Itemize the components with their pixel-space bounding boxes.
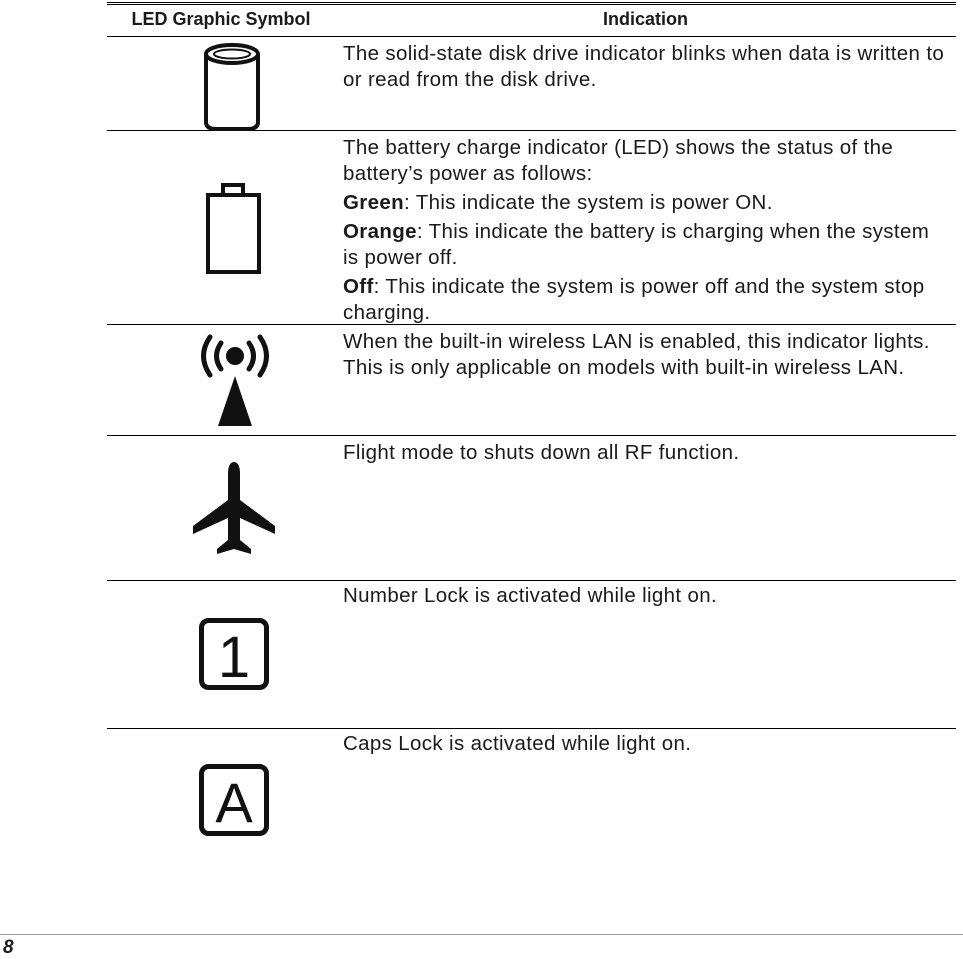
led-indicator-table bbox=[107, 2, 956, 879]
table-row-battery bbox=[107, 131, 956, 325]
indication-cell bbox=[343, 440, 950, 466]
table-row-flight-mode bbox=[107, 436, 956, 581]
header-symbol: LED Graphic Symbol bbox=[131, 9, 311, 29]
flight-mode-text: Flight mode to shuts down all RF function. bbox=[343, 441, 740, 464]
status-text-off: : This indicate the system is power off and the system stop charging. bbox=[343, 275, 925, 324]
battery-status-green bbox=[343, 190, 950, 216]
header-indication: Indication bbox=[603, 9, 688, 29]
battery-status-orange bbox=[343, 219, 950, 271]
disk-drive-text: The solid-state disk drive indicator blinks when data is written to or read from the disk drive. bbox=[343, 42, 945, 91]
caps-lock-icon bbox=[199, 764, 269, 836]
indication-cell bbox=[343, 41, 950, 93]
table-row-caps-lock bbox=[107, 729, 956, 879]
status-text-orange: : This indicate the battery is charging when the system is power off. bbox=[343, 220, 930, 269]
symbol-cell bbox=[107, 131, 361, 324]
indication-cell bbox=[343, 329, 950, 381]
table-row-wireless-lan bbox=[107, 325, 956, 436]
status-label-green: Green bbox=[343, 191, 404, 214]
status-label-orange: Orange bbox=[343, 220, 417, 243]
table-row-disk-drive bbox=[107, 37, 956, 131]
disk-drive-icon bbox=[203, 40, 263, 132]
table-row-number-lock bbox=[107, 581, 956, 729]
number-lock-icon bbox=[199, 618, 269, 690]
indication-cell bbox=[343, 731, 950, 757]
status-label-off: Off bbox=[343, 275, 374, 298]
symbol-cell bbox=[107, 581, 361, 728]
battery-intro: The battery charge indicator (LED) shows the status of the battery’s power as follows: bbox=[343, 136, 894, 185]
footer-rule bbox=[0, 934, 963, 935]
page-number: 8 bbox=[3, 937, 14, 958]
battery-icon bbox=[205, 182, 263, 276]
wireless-lan-icon bbox=[197, 331, 273, 429]
wireless-lan-text: When the built-in wireless LAN is enabled, this indicator lights. This is only applicable on models with built-in wireless LAN. bbox=[343, 330, 930, 379]
symbol-cell bbox=[107, 436, 361, 580]
indication-cell bbox=[343, 583, 950, 609]
symbol-cell bbox=[107, 325, 361, 435]
caps-lock-glyph: A bbox=[215, 771, 253, 834]
status-text-green: : This indicate the system is power ON. bbox=[404, 191, 773, 214]
battery-status-off bbox=[343, 274, 950, 326]
caps-lock-text: Caps Lock is activated while light on. bbox=[343, 732, 692, 755]
indication-cell bbox=[343, 135, 950, 326]
number-lock-glyph: 1 bbox=[217, 625, 251, 690]
symbol-cell bbox=[107, 37, 361, 130]
number-lock-text: Number Lock is activated while light on. bbox=[343, 584, 718, 607]
airplane-icon bbox=[191, 460, 277, 556]
table-header bbox=[107, 2, 956, 37]
symbol-cell bbox=[107, 729, 361, 879]
